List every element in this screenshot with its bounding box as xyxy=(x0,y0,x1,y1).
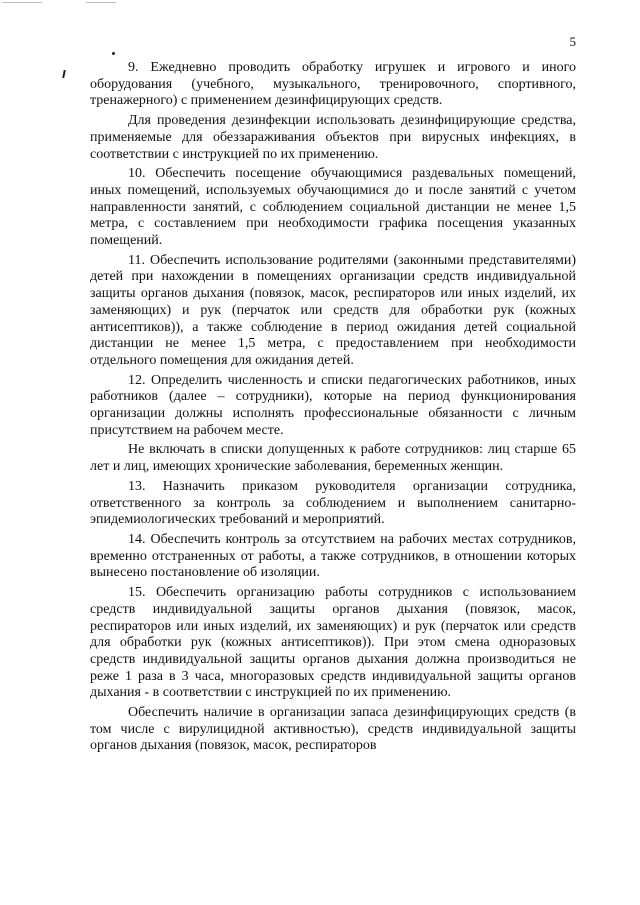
paragraph-disinfection: Для проведения дезинфекции использовать дезинфицирующие средства, применяемые для обеззараживания объектов при вирусных инфекциях, в соответствии с инструкцией по их применению. xyxy=(90,113,576,162)
paragraph-item-13: 13. Назначить приказом руководителя организации сотрудника, ответственного за контроль за соблюдением и выполнением санитарно-эпидемиологических требований и мероприятий. xyxy=(90,478,576,528)
document-body xyxy=(90,60,576,758)
paragraph-item-9: 9. Ежедневно проводить обработку игрушек и игрового и иного оборудования (учебного, музыкального, тренировочного, спортивного, тренажерного) с применением дезинфицирующих средств. xyxy=(90,60,576,109)
scan-artifact xyxy=(62,70,66,78)
page-number: 5 xyxy=(569,34,576,49)
paragraph-supplies: Обеспечить наличие в организации запаса дезинфицирующих средств (в том числе с вирулицидной активностью), средств индивидуальной защиты органов дыхания (повязок, масок, респираторов xyxy=(90,705,576,754)
paragraph-exclusions: Не включать в списки допущенных к работе сотрудников: лиц старше 65 лет и лиц, имеющих хронические заболевания, беременных женщин. xyxy=(90,442,576,475)
scan-artifact xyxy=(86,2,116,3)
paragraph-item-10: 10. Обеспечить посещение обучающимися раздевальных помещений, иных помещений, используемых обучающимися до и после занятий с учетом направленности занятий, с соблюдением социальной дистанции не менее 1,5 метра, с составлением при необходимости графика посещения указанных помещений. xyxy=(90,166,576,249)
paragraph-item-15: 15. Обеспечить организацию работы сотрудников с использованием средств индивидуальной защиты органов дыхания (повязок, масок, респираторов или иных изделий, их заменяющих) и рук (перчаток или средств для обработки рук (кожных антисептиков)). При этом смена одноразовых средств индивидуальной защиты органов дыхания должна производиться не реже 1 раза в 3 часа, многоразовых средств индивидуальной защиты органов дыхания - в соответствии с инструкцией по их применению. xyxy=(90,585,576,701)
paragraph-item-12: 12. Определить численность и списки педагогических работников, иных работников (далее – сотрудники), которые на период функционирования организации должны исполнять профессиональные обязанности с личным присутствием на рабочем месте. xyxy=(90,372,576,438)
paragraph-item-11: 11. Обеспечить использование родителями (законными представителями) детей при нахождении в помещениях организации средств индивидуальной защиты органов дыхания (повязок, масок, респираторов или иных изделий, их заменяющих) и рук (перчаток или средств для обработки рук (кожных антисептиков)), а также соблюдение в период ожидания детей социальной дистанции не менее 1,5 метра, с предоставлением при необходимости отдельного помещения для ожидания детей. xyxy=(90,252,576,368)
scan-artifact xyxy=(112,52,115,55)
scan-artifact xyxy=(2,2,42,3)
paragraph-item-14: 14. Обеспечить контроль за отсутствием на рабочих местах сотрудников, временно отстраненных от работы, а также сотрудников, в отношении которых вынесено постановление об изоляции. xyxy=(90,531,576,581)
